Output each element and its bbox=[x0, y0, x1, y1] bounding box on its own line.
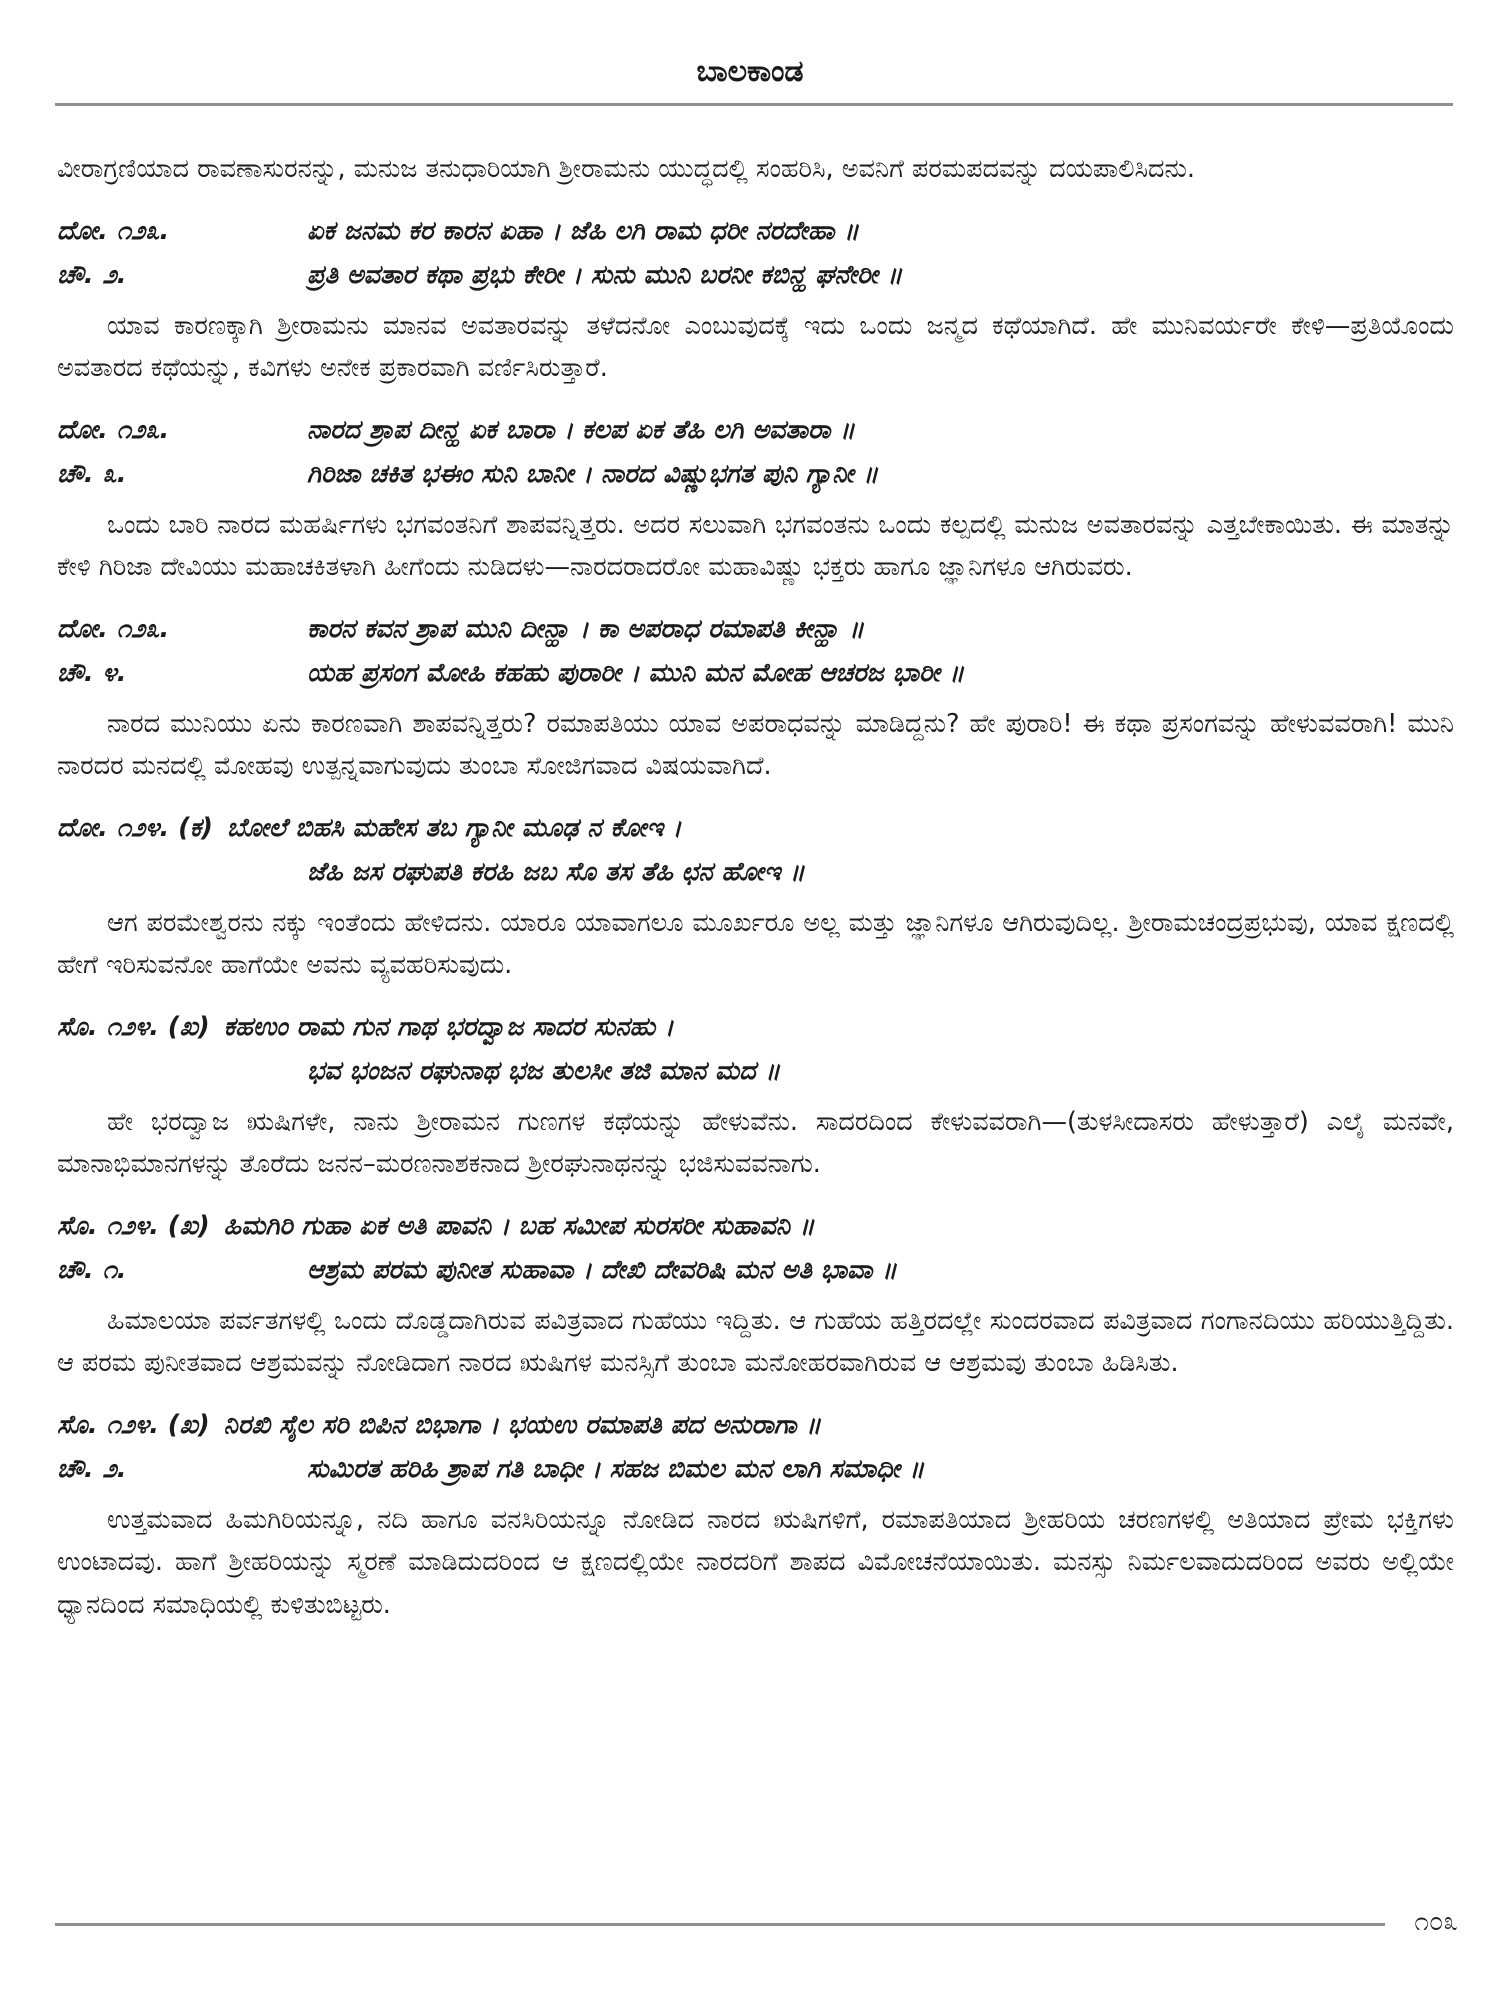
verse-line bbox=[57, 607, 1454, 651]
footer-rule bbox=[55, 1923, 1385, 1926]
verse-label: ಸೊ. ೧೨೪. (ಖ) bbox=[57, 1210, 210, 1241]
paragraph-text: ಆಗ ಪರಮೇಶ್ವರನು ನಕ್ಕು ಇಂತೆಂದು ಹೇಳಿದನು. ಯಾರೂ ಯಾವಾಗಲೂ ಮೂರ್ಖರೂ ಅಲ್ಲ ಮತ್ತು ಜ್ಞಾನಿಗಳೂ ಆಗಿರುವುದಿಲ್ಲ. ಶ್ರೀರಾಮಚಂದ್ರಪ್ರಭುವು, ಯಾವ ಕ್ಷಣದಲ್ಲಿ ಹೇಗೆ ಇರಿಸುವನೋ ಹಾಗೆಯೇ ಅವನು ವ್ಯವಹರಿಸುವುದು. bbox=[57, 907, 1454, 980]
verse-line bbox=[57, 209, 1454, 253]
verse-line bbox=[57, 452, 1454, 496]
verse-text: ಕಹಉಂ ರಾಮ ಗುನ ಗಾಥ ಭರದ್ವಾಜ ಸಾದರ ಸುನಹು । bbox=[223, 1011, 674, 1042]
verse-line bbox=[57, 850, 1454, 894]
verse-text: ಏಕ ಜನಮ ಕರ ಕಾರನ ಏಹಾ । ಜೆಹಿ ಲಗಿ ರಾಮ ಧರೀ ನರದೇಹಾ ॥ bbox=[307, 215, 859, 246]
page-number: ೧೦೩ bbox=[1414, 1907, 1458, 1937]
verse-text: ಕಾರನ ಕವನ ಶ್ರಾಪ ಮುನಿ ದೀನ್ಹಾ । ಕಾ ಅಪರಾಧ ರಮಾಪತಿ ಕೀನ್ಹಾ ॥ bbox=[307, 613, 865, 644]
verse-text: ಯಹ ಪ್ರಸಂಗ ಮೋಹಿ ಕಹಹು ಪುರಾರೀ । ಮುನಿ ಮನ ಮೋಹ ಆಚರಜ ಭಾರೀ ॥ bbox=[307, 657, 965, 688]
verse-group bbox=[57, 209, 1454, 297]
prose-paragraph bbox=[57, 305, 1454, 390]
verse-text: ನಿರಖಿ ಸೈಲ ಸರಿ ಬಿಪಿನ ಬಿಭಾಗಾ । ಭಯಉ ರಮಾಪತಿ ಪದ ಅನುರಾಗಾ ॥ bbox=[223, 1409, 822, 1440]
verse-group bbox=[57, 1204, 1454, 1292]
paragraph-text: ನಾರದ ಮುನಿಯು ಏನು ಕಾರಣವಾಗಿ ಶಾಪವನ್ನಿತ್ತರು? ರಮಾಪತಿಯು ಯಾವ ಅಪರಾಧವನ್ನು ಮಾಡಿದ್ದನು? ಹೇ ಪುರಾರಿ! ಈ ಕಥಾ ಪ್ರಸಂಗವನ್ನು ಹೇಳುವವರಾಗಿ! ಮುನಿ ನಾರದರ ಮನದಲ್ಲಿ ಮೋಹವು ಉತ್ಪನ್ನವಾಗುವುದು ತುಂಬಾ ಸೋಜಿಗವಾದ ವಿಷಯವಾಗಿದೆ. bbox=[57, 708, 1454, 781]
verse-group bbox=[57, 806, 1454, 894]
paragraph-text: ಹಿಮಾಲಯಾ ಪರ್ವತಗಳಲ್ಲಿ ಒಂದು ದೊಡ್ಡದಾಗಿರುವ ಪವಿತ್ರವಾದ ಗುಹೆಯು ಇದ್ದಿತು. ಆ ಗುಹೆಯ ಹತ್ತಿರದಲ್ಲೇ ಸುಂದರವಾದ ಪವಿತ್ರವಾದ ಗಂಗಾನದಿಯು ಹರಿಯುತ್ತಿದ್ದಿತು. ಆ ಪರಮ ಪುನೀತವಾದ ಆಶ್ರಮವನ್ನು ನೋಡಿದಾಗ ನಾರದ ಋಷಿಗಳ ಮನಸ್ಸಿಗೆ ತುಂಬಾ ಮನೋಹರವಾಗಿರುವ ಆ ಆಶ್ರಮವು ತುಂಬಾ ಹಿಡಿಸಿತು. bbox=[57, 1305, 1454, 1378]
verse-line bbox=[57, 253, 1454, 297]
verse-text: ಗಿರಿಜಾ ಚಕಿತ ಭಈಂ ಸುನಿ ಬಾನೀ । ನಾರದ ವಿಷ್ಣುಭಗತ ಪುನಿ ಗ್ಯಾನೀ ॥ bbox=[307, 458, 879, 489]
verse-label: ಚೌ. ೧. bbox=[57, 1254, 127, 1285]
paragraph-text: ಉತ್ತಮವಾದ ಹಿಮಗಿರಿಯನ್ನೂ, ನದಿ ಹಾಗೂ ವನಸಿರಿಯನ್ನೂ ನೋಡಿದ ನಾರದ ಋಷಿಗಳಿಗೆ, ರಮಾಪತಿಯಾದ ಶ್ರೀಹರಿಯ ಚರಣಗಳಲ್ಲಿ ಅತಿಯಾದ ಪ್ರೇಮ ಭಕ್ತಿಗಳು ಉಂಟಾದವು. ಹಾಗೆ ಶ್ರೀಹರಿಯನ್ನು ಸ್ಮರಣೆ ಮಾಡಿದುದರಿಂದ ಆ ಕ್ಷಣದಲ್ಲಿಯೇ ನಾರದರಿಗೆ ಶಾಪದ ವಿಮೋಚನೆಯಾಯಿತು. ಮನಸ್ಸು ನಿರ್ಮಲವಾದುದರಿಂದ ಅವರು ಅಲ್ಲಿಯೇ ಧ್ಯಾನದಿಂದ ಸಮಾಧಿಯಲ್ಲಿ ಕುಳಿತುಬಿಟ್ಟರು. bbox=[57, 1504, 1454, 1620]
verse-text: ಆಶ್ರಮ ಪರಮ ಪುನೀತ ಸುಹಾವಾ । ದೇಖಿ ದೇವರಿಷಿ ಮನ ಅತಿ ಭಾವಾ ॥ bbox=[307, 1254, 897, 1285]
verse-line bbox=[57, 1403, 1454, 1447]
verse-text: ಸುಮಿರತ ಹರಿಹಿ ಶ್ರಾಪ ಗತಿ ಬಾಧೀ । ಸಹಜ ಬಿಮಲ ಮನ ಲಾಗಿ ಸಮಾಧೀ ॥ bbox=[307, 1453, 925, 1484]
verse-label: ಸೊ. ೧೨೪. (ಖ) bbox=[57, 1011, 210, 1042]
prose-paragraph bbox=[57, 1300, 1454, 1385]
verse-line bbox=[57, 1204, 1454, 1248]
verse-label: ದೋ. ೧೨೩. bbox=[57, 215, 170, 246]
prose-paragraph bbox=[57, 148, 1454, 191]
verse-label: ಚೌ. ೨. bbox=[57, 1453, 127, 1484]
verse-label: ಚೌ. ೩. bbox=[57, 458, 127, 489]
paragraph-text: ಹೇ ಭರದ್ವಾಜ ಋಷಿಗಳೇ, ನಾನು ಶ್ರೀರಾಮನ ಗುಣಗಳ ಕಥೆಯನ್ನು ಹೇಳುವೆನು. ಸಾದರದಿಂದ ಕೇಳುವವರಾಗಿ—(ತುಳಸೀದಾಸರು ಹೇಳುತ್ತಾರೆ) ಎಲೈ ಮನವೇ, ಮಾನಾಭಿಮಾನಗಳನ್ನು ತೊರೆದು ಜನನ–ಮರಣನಾಶಕನಾದ ಶ್ರೀರಘುನಾಥನನ್ನು ಭಜಿಸುವವನಾಗು. bbox=[57, 1106, 1454, 1179]
verse-group bbox=[57, 1403, 1454, 1491]
verse-label: ದೋ. ೧೨೩. bbox=[57, 613, 170, 644]
verse-group bbox=[57, 408, 1454, 496]
prose-paragraph bbox=[57, 504, 1454, 589]
prose-paragraph bbox=[57, 1499, 1454, 1627]
verse-line bbox=[57, 1005, 1454, 1049]
prose-paragraph bbox=[57, 703, 1454, 788]
verse-text: ನಾರದ ಶ್ರಾಪ ದೀನ್ಹ ಏಕ ಬಾರಾ । ಕಲಪ ಏಕ ತೆಹಿ ಲಗಿ ಅವತಾರಾ ॥ bbox=[307, 414, 855, 445]
verse-line bbox=[57, 1447, 1454, 1491]
verse-text: ಹಿಮಗಿರಿ ಗುಹಾ ಏಕ ಅತಿ ಪಾವನಿ । ಬಹ ಸಮೀಪ ಸುರಸರೀ ಸುಹಾವನಿ ॥ bbox=[223, 1210, 815, 1241]
verse-group bbox=[57, 1005, 1454, 1093]
verse-line bbox=[57, 806, 1454, 850]
verse-label: ದೋ. ೧೨೩. bbox=[57, 414, 170, 445]
prose-paragraph bbox=[57, 902, 1454, 987]
verse-line bbox=[57, 651, 1454, 695]
verse-label: ಚೌ. ೪. bbox=[57, 657, 127, 688]
verse-group bbox=[57, 607, 1454, 695]
verse-line bbox=[57, 1049, 1454, 1093]
verse-label: ಸೊ. ೧೨೪. (ಖ) bbox=[57, 1409, 210, 1440]
paragraph-text: ಯಾವ ಕಾರಣಕ್ಕಾಗಿ ಶ್ರೀರಾಮನು ಮಾನವ ಅವತಾರವನ್ನು ತಳೆದನೋ ಎಂಬುವುದಕ್ಕೆ ಇದು ಒಂದು ಜನ್ಮದ ಕಥೆಯಾಗಿದೆ. ಹೇ ಮುನಿವರ್ಯರೇ ಕೇಳಿ—ಪ್ರತಿಯೊಂದು ಅವತಾರದ ಕಥೆಯನ್ನು, ಕವಿಗಳು ಅನೇಕ ಪ್ರಕಾರವಾಗಿ ವರ್ಣಿಸಿರುತ್ತಾರೆ. bbox=[57, 310, 1454, 383]
verse-label: ಚೌ. ೨. bbox=[57, 259, 127, 290]
verse-text: ಬೋಲೆ ಬಿಹಸಿ ಮಹೇಸ ತಬ ಗ್ಯಾನೀ ಮೂಢ ನ ಕೋಇ । bbox=[226, 812, 682, 843]
verse-label: ದೋ. ೧೨೪. (ಕ) bbox=[57, 812, 213, 843]
paragraph-text: ವೀರಾಗ್ರಣಿಯಾದ ರಾವಣಾಸುರನನ್ನು, ಮನುಜ ತನುಧಾರಿಯಾಗಿ ಶ್ರೀರಾಮನು ಯುದ್ಧದಲ್ಲಿ ಸಂಹರಿಸಿ, ಅವನಿಗೆ ಪರಮಪದವನ್ನು ದಯಪಾಲಿಸಿದನು. bbox=[57, 154, 1195, 184]
verse-text: ಪ್ರತಿ ಅವತಾರ ಕಥಾ ಪ್ರಭು ಕೇರೀ । ಸುನು ಮುನಿ ಬರನೀ ಕಬಿನ್ಹ ಘನೇರೀ ॥ bbox=[307, 259, 903, 290]
prose-paragraph bbox=[57, 1101, 1454, 1186]
running-header: ಬಾಲಕಾಂಡ bbox=[696, 54, 804, 89]
verse-line bbox=[57, 1248, 1454, 1292]
header-rule bbox=[55, 103, 1453, 106]
verse-text: ಭವ ಭಂಜನ ರಘುನಾಥ ಭಜ ತುಲಸೀ ತಜಿ ಮಾನ ಮದ ॥ bbox=[307, 1055, 781, 1086]
verse-line bbox=[57, 408, 1454, 452]
page-body bbox=[57, 148, 1454, 1644]
paragraph-text: ಒಂದು ಬಾರಿ ನಾರದ ಮಹರ್ಷಿಗಳು ಭಗವಂತನಿಗೆ ಶಾಪವನ್ನಿತ್ತರು. ಅದರ ಸಲುವಾಗಿ ಭಗವಂತನು ಒಂದು ಕಲ್ಪದಲ್ಲಿ ಮನುಜ ಅವತಾರವನ್ನು ಎತ್ತಬೇಕಾಯಿತು. ಈ ಮಾತನ್ನು ಕೇಳಿ ಗಿರಿಜಾ ದೇವಿಯು ಮಹಾಚಕಿತಳಾಗಿ ಹೀಗೆಂದು ನುಡಿದಳು—ನಾರದರಾದರೋ ಮಹಾವಿಷ್ಣು ಭಕ್ತರು ಹಾಗೂ ಜ್ಞಾನಿಗಳೂ ಆಗಿರುವರು. bbox=[57, 509, 1454, 582]
verse-text: ಜೆಹಿ ಜಸ ರಘುಪತಿ ಕರಹಿ ಜಬ ಸೊ ತಸ ತೆಹಿ ಛನ ಹೋಇ ॥ bbox=[307, 856, 805, 887]
